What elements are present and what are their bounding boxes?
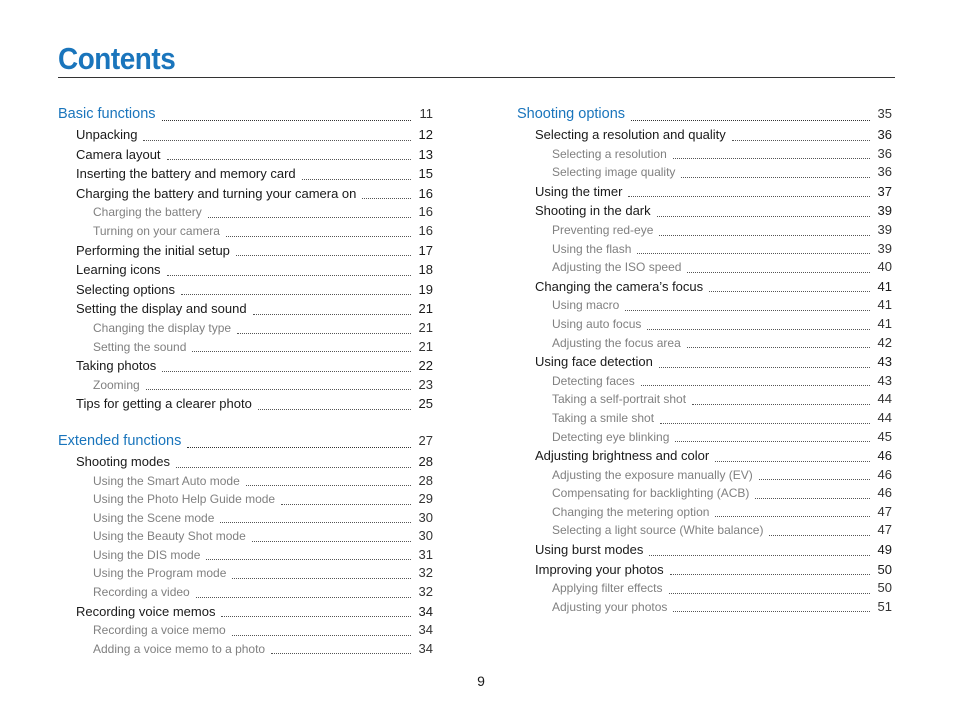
toc-subentry[interactable] [517,334,892,353]
toc-page-number: 41 [877,315,892,331]
toc-page-number: 46 [877,466,892,482]
toc-subentry[interactable] [517,163,892,182]
dot-leader [258,409,411,410]
toc-subentry[interactable] [58,509,433,528]
dot-leader [659,367,870,368]
toc-subentry[interactable] [58,527,433,546]
dot-leader [669,593,870,594]
toc-entry[interactable] [58,260,433,280]
toc-entry[interactable] [58,184,433,204]
toc-subentry[interactable] [58,490,433,509]
toc-page-number: 44 [877,391,892,407]
dot-leader [681,177,870,178]
toc-page-number: 25 [418,396,433,412]
toc-entry[interactable] [517,560,892,580]
toc-subentry[interactable] [517,521,892,540]
toc-entry-label: Extended functions [58,432,182,449]
toc-entry-label: Adjusting the ISO speed [552,260,682,275]
dot-leader [673,611,870,612]
dot-leader [302,179,411,180]
toc-subentry[interactable] [517,598,892,617]
toc-entry-label: Camera layout [76,146,161,162]
dot-leader [162,120,411,121]
toc-entry-label: Shooting options [517,106,626,122]
toc-page-number: 17 [418,242,433,258]
toc-subentry[interactable] [58,472,433,491]
toc-entry[interactable] [58,356,433,376]
toc-subentry[interactable] [517,258,892,277]
toc-left-column [58,103,433,658]
dot-leader [649,555,870,556]
toc-entry-label: Recording a video [93,585,190,600]
toc-entry-label: Using the Beauty Shot mode [93,529,246,544]
dot-leader [271,653,411,654]
toc-entry[interactable] [58,280,433,300]
dot-leader [657,216,870,217]
toc-entry-label: Shooting in the dark [535,203,651,219]
toc-entry-label: Using the flash [552,241,632,256]
toc-subentry[interactable] [58,546,433,565]
dot-leader [692,404,870,405]
dot-leader [232,578,411,579]
toc-subentry[interactable] [517,484,892,503]
dot-leader [755,498,870,499]
toc-page-number: 47 [877,522,892,538]
toc-entry-label: Zooming [93,377,140,392]
dot-leader [641,385,870,386]
toc-entry-label: Charging the battery and turning your camera on [76,185,357,201]
toc-page-number: 22 [418,358,433,374]
toc-entry-label: Detecting faces [552,373,635,388]
toc-page-number: 36 [877,127,892,142]
toc-page-number: 29 [418,491,433,507]
dot-leader [631,120,870,121]
toc-entry[interactable] [58,145,433,165]
toc-page-number: 36 [877,164,892,180]
toc-subentry[interactable] [517,503,892,522]
dot-leader [628,196,870,197]
toc-page-number: 32 [418,565,433,581]
dot-leader [673,158,870,159]
toc-entry-label: Using macro [552,298,620,313]
dot-leader [167,275,411,276]
toc-subentry[interactable] [58,203,433,222]
dot-leader [253,314,411,315]
dot-leader [246,485,411,486]
toc-entry-label: Basic functions [58,106,156,122]
toc-page-number: 46 [877,448,892,464]
dot-leader [232,635,411,636]
toc-page-number: 40 [877,259,892,275]
toc-page-number: 23 [418,376,433,392]
toc-entry-label: Setting the display and sound [76,301,247,317]
toc-page-number: 50 [877,580,892,596]
toc-subentry[interactable] [58,376,433,395]
page-title: Contents [58,41,176,76]
toc-page-number: 18 [418,262,433,278]
toc-subentry[interactable] [517,428,892,447]
toc-subentry[interactable] [58,319,433,338]
dot-leader [659,235,870,236]
toc-section-entry[interactable] [58,430,433,452]
toc-entry[interactable] [58,602,433,622]
toc-entry-label: Shooting modes [76,453,170,469]
dot-leader [675,441,870,442]
toc-page-number: 21 [418,319,433,335]
toc-entry-label: Selecting image quality [552,165,676,180]
dot-leader [237,333,411,334]
dot-leader [220,522,411,523]
toc-page-number: 16 [418,222,433,238]
dot-leader [769,535,870,536]
toc-entry-label: Changing the metering option [552,504,710,519]
toc-page-number: 13 [418,146,433,162]
toc-page-number: 42 [877,334,892,350]
toc-entry-label: Improving your photos [535,561,664,577]
toc-page-number: 16 [418,204,433,220]
toc-page-number: 41 [877,278,892,294]
toc-page-number: 39 [877,221,892,237]
toc-page-number: 51 [877,598,892,614]
dot-leader [162,371,411,372]
toc-entry-label: Selecting options [76,281,176,297]
toc-entry-label: Adding a voice memo to a photo [93,641,266,656]
toc-page-number: 28 [418,453,433,469]
toc-page-number: 46 [877,485,892,501]
dot-leader [709,291,870,292]
toc-right-column [517,103,892,616]
toc-entry-label: Using the timer [535,183,623,199]
toc-subentry[interactable] [58,338,433,357]
toc-page-number: 12 [418,127,433,142]
dot-leader [143,140,411,141]
toc-page-number: 39 [877,240,892,256]
dot-leader [196,597,411,598]
toc-subentry[interactable] [517,372,892,391]
toc-entry[interactable] [517,201,892,221]
dot-leader [660,423,870,424]
dot-leader [192,351,411,352]
toc-entry-label: Inserting the battery and memory card [76,166,296,182]
toc-entry-label: Using the Photo Help Guide mode [93,492,276,507]
dot-leader [187,447,411,448]
toc-entry-label: Turning on your camera [93,223,220,238]
toc-entry-label: Adjusting the exposure manually (EV) [552,467,753,482]
toc-entry[interactable] [517,352,892,372]
toc-page-number: 16 [418,185,433,201]
toc-page-number: 27 [418,432,433,448]
toc-section-entry[interactable] [517,103,892,125]
toc-subentry[interactable] [517,579,892,598]
toc-entry[interactable] [58,241,433,261]
toc-page-number: 45 [877,428,892,444]
toc-subentry[interactable] [517,466,892,485]
toc-entry-label: Performing the initial setup [76,242,230,258]
toc-entry[interactable] [517,182,892,202]
toc-page-number: 47 [877,503,892,519]
toc-entry-label: Adjusting brightness and color [535,448,710,464]
toc-page-number: 43 [877,354,892,370]
toc-entry-label: Selecting a light source (White balance) [552,523,764,538]
dot-leader [732,140,870,141]
toc-entry-label: Recording a voice memo [93,623,226,638]
toc-page-number: 21 [418,338,433,354]
dot-leader [625,310,870,311]
dot-leader [252,541,411,542]
toc-page-number: 50 [877,561,892,577]
toc-page-number: 34 [418,622,433,638]
toc-subentry[interactable] [517,145,892,164]
dot-leader [167,159,411,160]
toc-entry[interactable] [517,540,892,560]
toc-page-number: 32 [418,584,433,600]
toc-entry[interactable] [58,164,433,184]
toc-entry-label: Using the Smart Auto mode [93,473,240,488]
toc-subentry[interactable] [58,640,433,659]
toc-page-number: 41 [877,297,892,313]
toc-page-number: 44 [877,409,892,425]
dot-leader [759,479,870,480]
toc-subentry[interactable] [517,409,892,428]
toc-page-number: 34 [418,640,433,656]
toc-subentry[interactable] [517,390,892,409]
toc-page-number: 49 [877,542,892,558]
toc-entry[interactable] [517,125,892,145]
toc-entry-label: Adjusting your photos [552,599,668,614]
toc-entry-label: Using auto focus [552,316,642,331]
section-gap [58,414,433,430]
toc-entry-label: Compensating for backlighting (ACB) [552,486,750,501]
dot-leader [362,198,411,199]
dot-leader [637,253,870,254]
dot-leader [226,236,411,237]
toc-entry-label: Using face detection [535,354,653,370]
toc-page-number: 37 [877,183,892,199]
toc-page-number: 36 [877,145,892,161]
toc-entry[interactable] [58,299,433,319]
dot-leader [206,559,411,560]
dot-leader [670,574,870,575]
toc-page-number: 30 [418,528,433,544]
toc-entry[interactable] [58,125,433,145]
toc-entry-label: Detecting eye blinking [552,429,670,444]
toc-entry[interactable] [517,277,892,297]
toc-entry-label: Setting the sound [93,339,187,354]
toc-entry-label: Preventing red-eye [552,222,654,237]
toc-entry-label: Adjusting the focus area [552,335,681,350]
toc-subentry[interactable] [58,583,433,602]
toc-entry-label: Selecting a resolution and quality [535,127,726,142]
toc-subentry[interactable] [517,221,892,240]
dot-leader [176,467,411,468]
toc-entry-label: Learning icons [76,262,161,278]
toc-entry-label: Unpacking [76,127,138,142]
toc-entry[interactable] [58,394,433,414]
dot-leader [687,272,870,273]
toc-entry-label: Using the Scene mode [93,510,215,525]
toc-page-number: 34 [418,603,433,619]
toc-page-number: 31 [418,546,433,562]
dot-leader [208,217,411,218]
toc-page-number: 11 [419,106,433,121]
toc-entry-label: Applying filter effects [552,581,663,596]
toc-entry-label: Tips for getting a clearer photo [76,396,252,412]
dot-leader [647,329,870,330]
dot-leader [181,294,411,295]
toc-page-number: 15 [418,166,433,182]
toc-subentry[interactable] [58,564,433,583]
toc-subentry[interactable] [58,222,433,241]
toc-entry-label: Changing the camera’s focus [535,278,704,294]
toc-entry[interactable] [517,446,892,466]
toc-page-number: 28 [418,472,433,488]
toc-subentry[interactable] [517,240,892,259]
toc-page-number: 19 [418,281,433,297]
toc-page-number: 35 [877,106,892,121]
toc-subentry[interactable] [517,315,892,334]
toc-entry[interactable] [58,452,433,472]
page-number: 9 [477,673,485,689]
toc-page-number: 21 [418,301,433,317]
toc-entry-label: Using the DIS mode [93,547,201,562]
dot-leader [687,347,870,348]
toc-entry-label: Taking a self-portrait shot [552,392,687,407]
dot-leader [236,255,411,256]
toc-entry-label: Changing the display type [93,320,232,335]
toc-page-number: 30 [418,509,433,525]
toc-entry-label: Charging the battery [93,205,202,220]
toc-page-number: 43 [877,372,892,388]
toc-section-entry[interactable] [58,103,433,125]
toc-entry-label: Taking a smile shot [552,410,655,425]
toc-subentry[interactable] [517,296,892,315]
title-divider [58,77,895,78]
toc-entry-label: Using burst modes [535,542,644,558]
toc-entry-label: Taking photos [76,358,157,374]
toc-entry-label: Recording voice memos [76,603,216,619]
dot-leader [221,616,411,617]
toc-page-number: 39 [877,203,892,219]
toc-subentry[interactable] [58,621,433,640]
dot-leader [146,389,411,390]
toc-entry-label: Using the Program mode [93,566,227,581]
dot-leader [281,504,411,505]
toc-entry-label: Selecting a resolution [552,146,667,161]
dot-leader [715,461,870,462]
dot-leader [715,516,870,517]
